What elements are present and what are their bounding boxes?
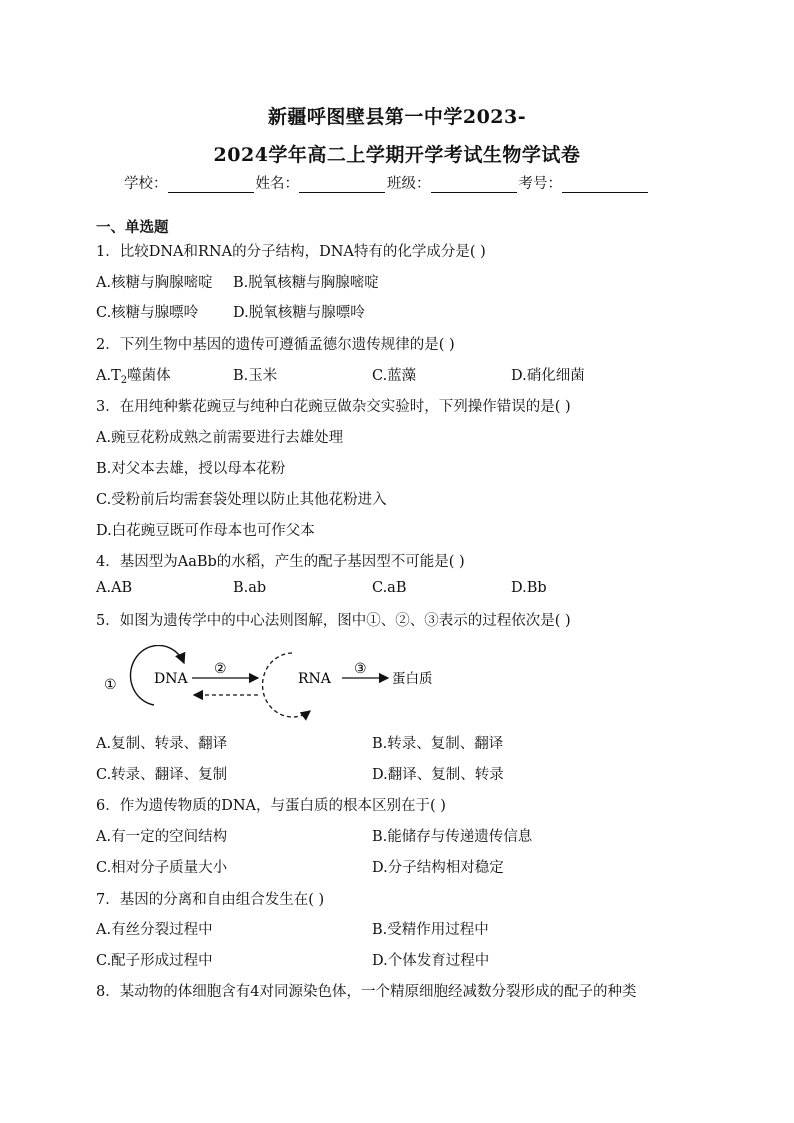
class-field[interactable] [387,172,519,193]
diagram-label-rna: RNA [298,671,331,687]
question-5-option-d[interactable]: D.翻译、复制、转录 [372,767,504,783]
central-dogma-diagram [96,645,456,725]
question-2-option-b[interactable]: B.玉米 [233,368,278,384]
class-blank [431,177,517,193]
exam-number-blank [562,177,648,193]
class-label: 班级： [387,176,431,192]
question-2-option-d[interactable]: D.硝化细菌 [511,368,585,384]
question-2-stem: 2．下列生物中基因的遗传可遵循孟德尔遗传规律的是( ) [96,337,455,353]
question-3-option-b[interactable]: B.对父本去雄，授以母本花粉 [96,461,286,477]
diagram-label-3: ③ [354,661,367,677]
question-6-option-a[interactable]: A.有一定的空间结构 [96,829,228,845]
option-a-prefix: A.T [96,368,121,384]
question-4-option-b[interactable]: B.ab [233,580,267,596]
name-label: 姓名： [255,176,299,192]
question-2-option-c[interactable]: C.蓝藻 [372,368,417,384]
question-3-stem: 3．在用纯种紫花豌豆与纯种白花豌豆做杂交实验时，下列操作错误的是( ) [96,399,571,415]
diagram-label-dna: DNA [154,671,188,687]
question-3-option-d[interactable]: D.白花豌豆既可作母本也可作父本 [96,523,315,539]
question-6-stem: 6．作为遗传物质的DNA，与蛋白质的根本区别在于( ) [96,798,446,814]
question-4-option-a[interactable]: A.AB [96,580,133,596]
school-blank [168,177,254,193]
exam-number-label: 考号： [518,176,562,192]
diagram-label-1: ① [104,677,117,693]
question-7-option-c[interactable]: C.配子形成过程中 [96,953,213,969]
question-5-stem: 5．如图为遗传学中的中心法则图解，图中①、②、③表示的过程依次是( ) [96,613,571,629]
question-8-stem: 8．某动物的体细胞含有4对同源染色体，一个精原细胞经减数分裂形成的配子的种类 [96,984,637,1000]
diagram-label-protein: 蛋白质 [392,671,433,687]
exam-number-field[interactable] [519,172,651,193]
question-5-option-c[interactable]: C.转录、翻译、复制 [96,767,228,783]
question-1-stem: 1．比较DNA和RNA的分子结构，DNA特有的化学成分是( ) [96,244,486,260]
section-title: 一、单选题 [96,219,169,236]
question-6-option-d[interactable]: D.分子结构相对稳定 [372,860,504,876]
option-a-subscript: 2 [120,375,128,386]
name-field[interactable] [256,172,388,193]
question-7-stem: 7．基因的分离和自由组合发生在( ) [96,892,325,908]
question-6-option-c[interactable]: C.相对分子质量大小 [96,860,228,876]
question-1-option-d[interactable]: D.脱氧核糖与腺嘌呤 [233,305,365,321]
question-3-option-a[interactable]: A.豌豆花粉成熟之前需要进行去雄处理 [96,430,344,446]
school-field[interactable] [124,172,256,193]
question-7-option-a[interactable]: A.有丝分裂过程中 [96,922,213,938]
exam-title-line2: 2024学年高二上学期开学考试生物学试卷 [213,144,581,166]
question-3-option-c[interactable]: C.受粉前后均需套袋处理以防止其他花粉进入 [96,492,387,508]
school-label: 学校： [124,176,168,192]
question-4-option-d[interactable]: D.Bb [511,580,547,596]
question-6-option-b[interactable]: B.能储存与传递遗传信息 [372,829,533,845]
question-4-stem: 4．基因型为AaBb的水稻，产生的配子基因型不可能是( ) [96,554,465,570]
name-blank [299,177,385,193]
question-5-option-a[interactable]: A.复制、转录、翻译 [96,736,228,752]
question-1-option-a[interactable]: A.核糖与胸腺嘧啶 [96,275,213,291]
question-4-option-c[interactable]: C.aB [372,580,407,596]
diagram-label-2: ② [214,661,227,677]
option-a-suffix: 噬菌体 [127,368,171,384]
question-1-option-b[interactable]: B.脱氧核糖与胸腺嘧啶 [233,275,379,291]
question-7-option-d[interactable]: D.个体发育过程中 [372,953,490,969]
question-7-option-b[interactable]: B.受精作用过程中 [372,922,489,938]
question-5-option-b[interactable]: B.转录、复制、翻译 [372,736,504,752]
question-1-option-c[interactable]: C.核糖与腺嘌呤 [96,305,199,321]
student-info-row [124,172,684,193]
exam-title-line1: 新疆呼图壁县第一中学2023- [267,106,527,128]
question-2-option-a[interactable] [96,364,171,386]
